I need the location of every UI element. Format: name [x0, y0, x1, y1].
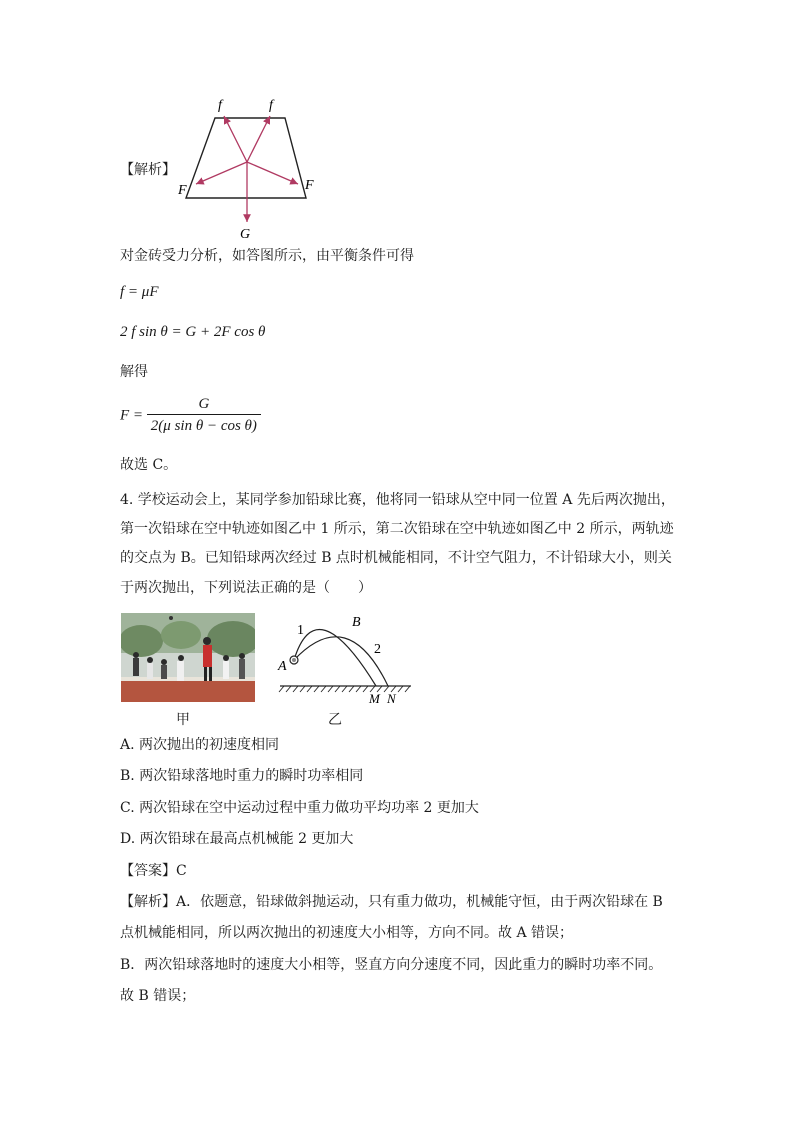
trajectory-1: [294, 630, 376, 686]
label-G: G: [240, 227, 251, 242]
equation-3: [120, 394, 261, 437]
explanation-line-2: 点机械能相同，所以两次抛出的初速度大小相等，方向不同。故 A 错误；: [120, 925, 574, 941]
trapezoid-brick: [186, 118, 306, 198]
option-b: B. 两次铅球落地时重力的瞬时功率相同: [120, 768, 364, 784]
eq3-lhs: F =: [120, 407, 144, 424]
question-line-2: 第一次铅球在空中轨迹如图乙中 1 所示，第二次铅球在空中轨迹如图乙中 2 所示，两轨迹: [120, 521, 674, 537]
eq3-denominator: 2(μ sin θ − cos θ): [150, 418, 257, 434]
option-c: C. 两次铅球在空中运动过程中重力做功平均功率 2 更加大: [120, 800, 479, 816]
arrow-f-left: [224, 116, 247, 162]
label-curve-1: 1: [297, 623, 304, 638]
label-N: N: [387, 691, 396, 706]
label-F-right: F: [305, 178, 314, 193]
option-d: D. 两次铅球在最高点机械能 2 更加大: [120, 831, 354, 847]
photo-shot-put: [121, 613, 255, 702]
trajectory-diagram: [276, 608, 416, 708]
label-f-left: f: [218, 98, 222, 113]
label-B: B: [352, 615, 361, 630]
label-A: A: [278, 659, 287, 674]
label-M: M: [369, 691, 380, 706]
solve-text: 解得: [120, 364, 148, 380]
question-line-3: 的交点为 B。已知铅球两次经过 B 点时机械能相同，不计空气阻力，不计铅球大小，则关: [120, 550, 672, 566]
photo-illustration: [121, 613, 255, 702]
answer-line: 【答案】C: [120, 863, 187, 879]
label-F-left: F: [178, 183, 187, 198]
force-diagram-svg: [170, 92, 330, 242]
explanation-line-4: 故 B 错误；: [120, 988, 196, 1004]
question-line-4: 于两次抛出，下列说法正确的是（ ）: [120, 580, 372, 596]
arrow-F-left: [196, 162, 247, 184]
label-curve-2: 2: [374, 642, 381, 657]
trajectory-svg: [276, 608, 416, 708]
force-diagram: [170, 92, 330, 242]
equation-2: 2 f sin θ = G + 2F cos θ: [120, 324, 266, 340]
question-line-1: 4. 学校运动会上，某同学参加铅球比赛，他将同一铅球从空中同一位置 A 先后两次抛出，: [120, 492, 675, 508]
caption-yi: 乙: [328, 712, 342, 728]
eq3-fraction: [147, 394, 261, 437]
explanation-line-1: 【解析】A．依题意，铅球做斜抛运动，只有重力做功，机械能守恒，由于两次铅球在 B: [120, 894, 663, 910]
equation-1: f = μF: [120, 284, 159, 300]
explanation-line-3: B．两次铅球落地时的速度大小相等，竖直方向分速度不同，因此重力的瞬时功率不同。: [120, 957, 663, 973]
caption-jia: 甲: [176, 712, 190, 728]
intro-text: 对金砖受力分析，如答图所示，由平衡条件可得: [120, 248, 414, 264]
label-f-right: f: [269, 98, 273, 113]
choose-text: 故选 C。: [120, 457, 178, 473]
analysis-label: 【解析】: [120, 162, 176, 178]
option-a: A. 两次抛出的初速度相同: [120, 737, 280, 753]
eq3-numerator: G: [147, 394, 261, 415]
arrow-F-right: [247, 162, 298, 184]
arrow-f-right: [247, 116, 270, 162]
